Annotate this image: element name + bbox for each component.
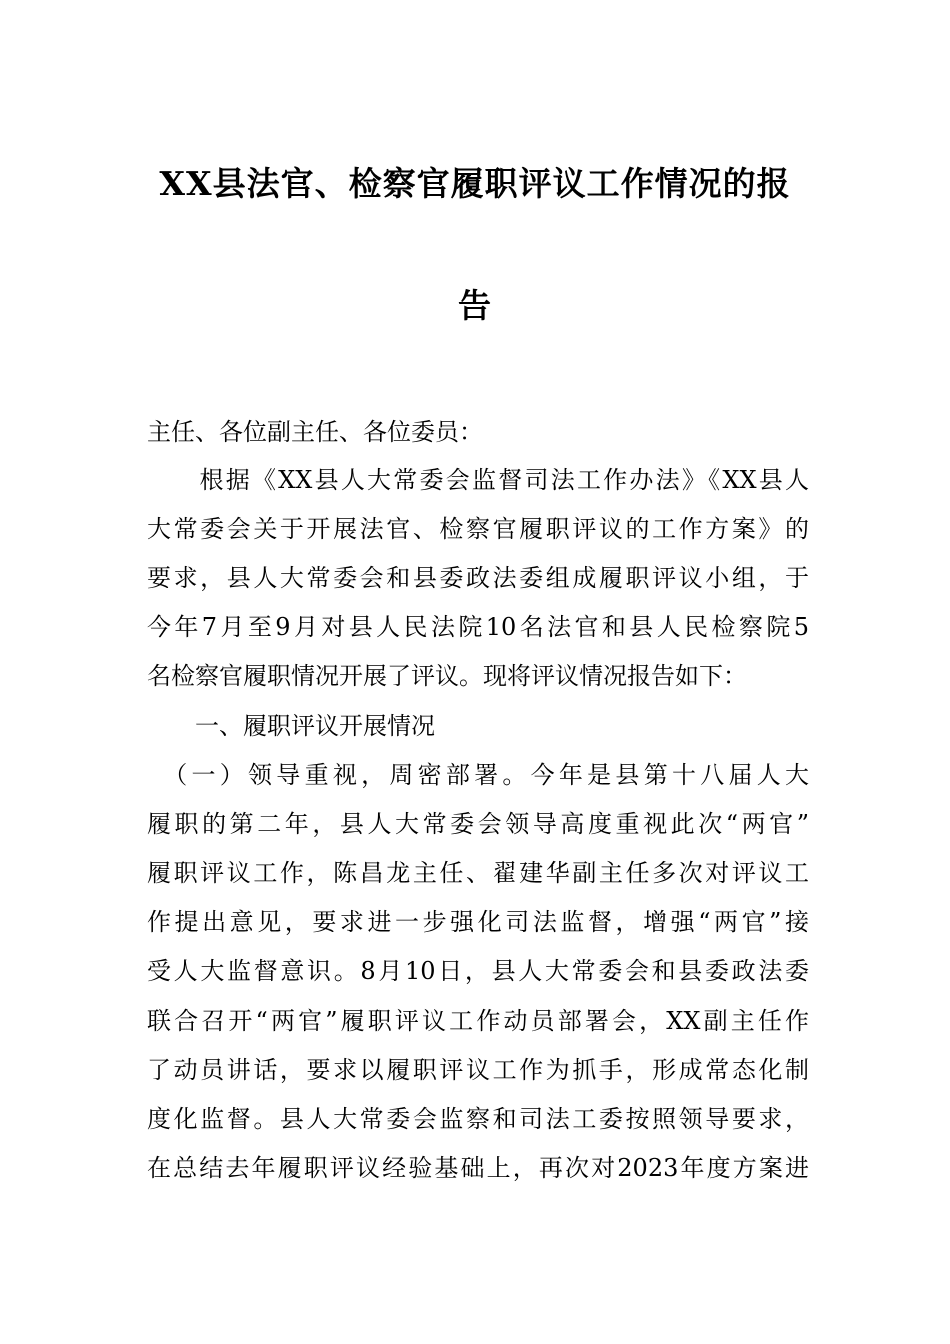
body-line: 履职评议工作，陈昌龙主任、翟建华副主任多次对评议工 <box>147 859 809 887</box>
section-heading: 一、履职评议开展情况 <box>147 712 435 740</box>
body-line: （一）领导重视，周密部署。今年是县第十八届人大 <box>147 761 809 789</box>
body-line: 今年7月至9月对县人民法院10名法官和县人民检察院5 <box>147 613 809 641</box>
document-title-line-2: 告 <box>458 286 492 325</box>
body-line: 履职的第二年，县人大常委会领导高度重视此次“两官” <box>147 810 809 838</box>
body-line: 受人大监督意识。8月10日，县人大常委会和县委政法委 <box>147 957 809 985</box>
body-line: 大常委会关于开展法官、检察官履职评议的工作方案》的 <box>147 515 809 543</box>
body-line: 名检察官履职情况开展了评议。现将评议情况报告如下： <box>147 662 747 690</box>
body-line: 了动员讲话，要求以履职评议工作为抓手，形成常态化制 <box>147 1056 809 1084</box>
body-line: 作提出意见，要求进一步强化司法监督，增强“两官”接 <box>147 908 809 936</box>
body-line: 根据《XX县人大常委会监督司法工作办法》《XX县人 <box>147 466 809 494</box>
salutation-line: 主任、各位副主任、各位委员： <box>147 418 483 446</box>
body-line: 联合召开“两官”履职评议工作动员部署会，XX副主任作 <box>147 1007 809 1035</box>
body-line: 度化监督。县人大常委会监察和司法工委按照领导要求， <box>147 1105 809 1133</box>
body-line: 在总结去年履职评议经验基础上，再次对2023年度方案进 <box>147 1154 809 1182</box>
body-line: 要求，县人大常委会和县委政法委组成履职评议小组，于 <box>147 564 809 592</box>
document-title-line-1: XX县法官、检察官履职评议工作情况的报 <box>159 164 791 203</box>
